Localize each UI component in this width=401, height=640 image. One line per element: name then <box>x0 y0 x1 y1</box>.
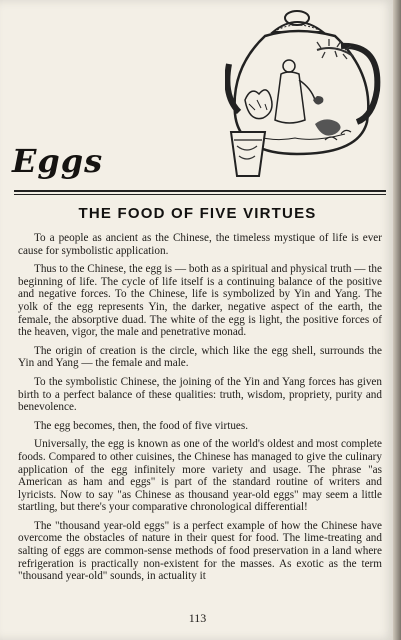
book-spine-shadow <box>393 0 401 640</box>
teapot-illustration <box>225 4 385 184</box>
page-number: 113 <box>188 611 207 625</box>
section-heading: THE FOOD OF FIVE VIRTUES <box>78 205 317 222</box>
paragraph: Thus to the Chinese, the egg is — both as a spiritual and physical truth — the beginning of life. The cycle of life itself is a continuing balance of the positive and negative forces. To the Chinese, life is symbolized by Yin and Yang. The yolk of the egg represents Yin, the darker, negative aspect of the earth, the female, the absorptive duad. The white of the egg is light, the positive forces of the heaven, vigor, the male and penetrative monad. <box>18 263 382 339</box>
paragraph: The "thousand year-old eggs" is a perfect example of how the Chinese have overcome the obstacles of nature in their quest for food. The lime-treating and salting of eggs are common-sense methods of food preservation in a land where refrigeration is practically non-existent for the masses. As exotic as the term "thousand year-old" sounds, in actuality it <box>18 519 382 583</box>
heading-rule-top <box>14 190 386 192</box>
paragraph: The egg becomes, then, the food of five virtues. <box>34 419 249 432</box>
paragraph: The origin of creation is the circle, which like the egg shell, surrounds the Yin and Yang — the female and male. <box>18 344 382 370</box>
paragraph: To the symbolistic Chinese, the joining of the Yin and Yang forces has given birth to a perfect balance of these qualities: truth, wisdom, propriety, purity and benevolence. <box>18 375 382 414</box>
chapter-title: Eggs <box>12 142 104 180</box>
body-text <box>18 232 382 589</box>
paragraph: Universally, the egg is known as one of the world's oldest and most complete foods. Compared to other cuisines, the Chinese has managed to give the culinary application of the egg infinitely more variety and usage. The phrase "as American as ham and eggs" is part of the standard routine of writers and lyricists. Now to say "as Chinese as thousand year-old eggs" may seem a little startling, but there's your comparative chronological differential! <box>18 438 382 514</box>
paragraph: To a people as ancient as the Chinese, the timeless mystique of life is ever cause for symbolistic application. <box>18 232 382 257</box>
heading-rule-bottom <box>14 194 386 195</box>
